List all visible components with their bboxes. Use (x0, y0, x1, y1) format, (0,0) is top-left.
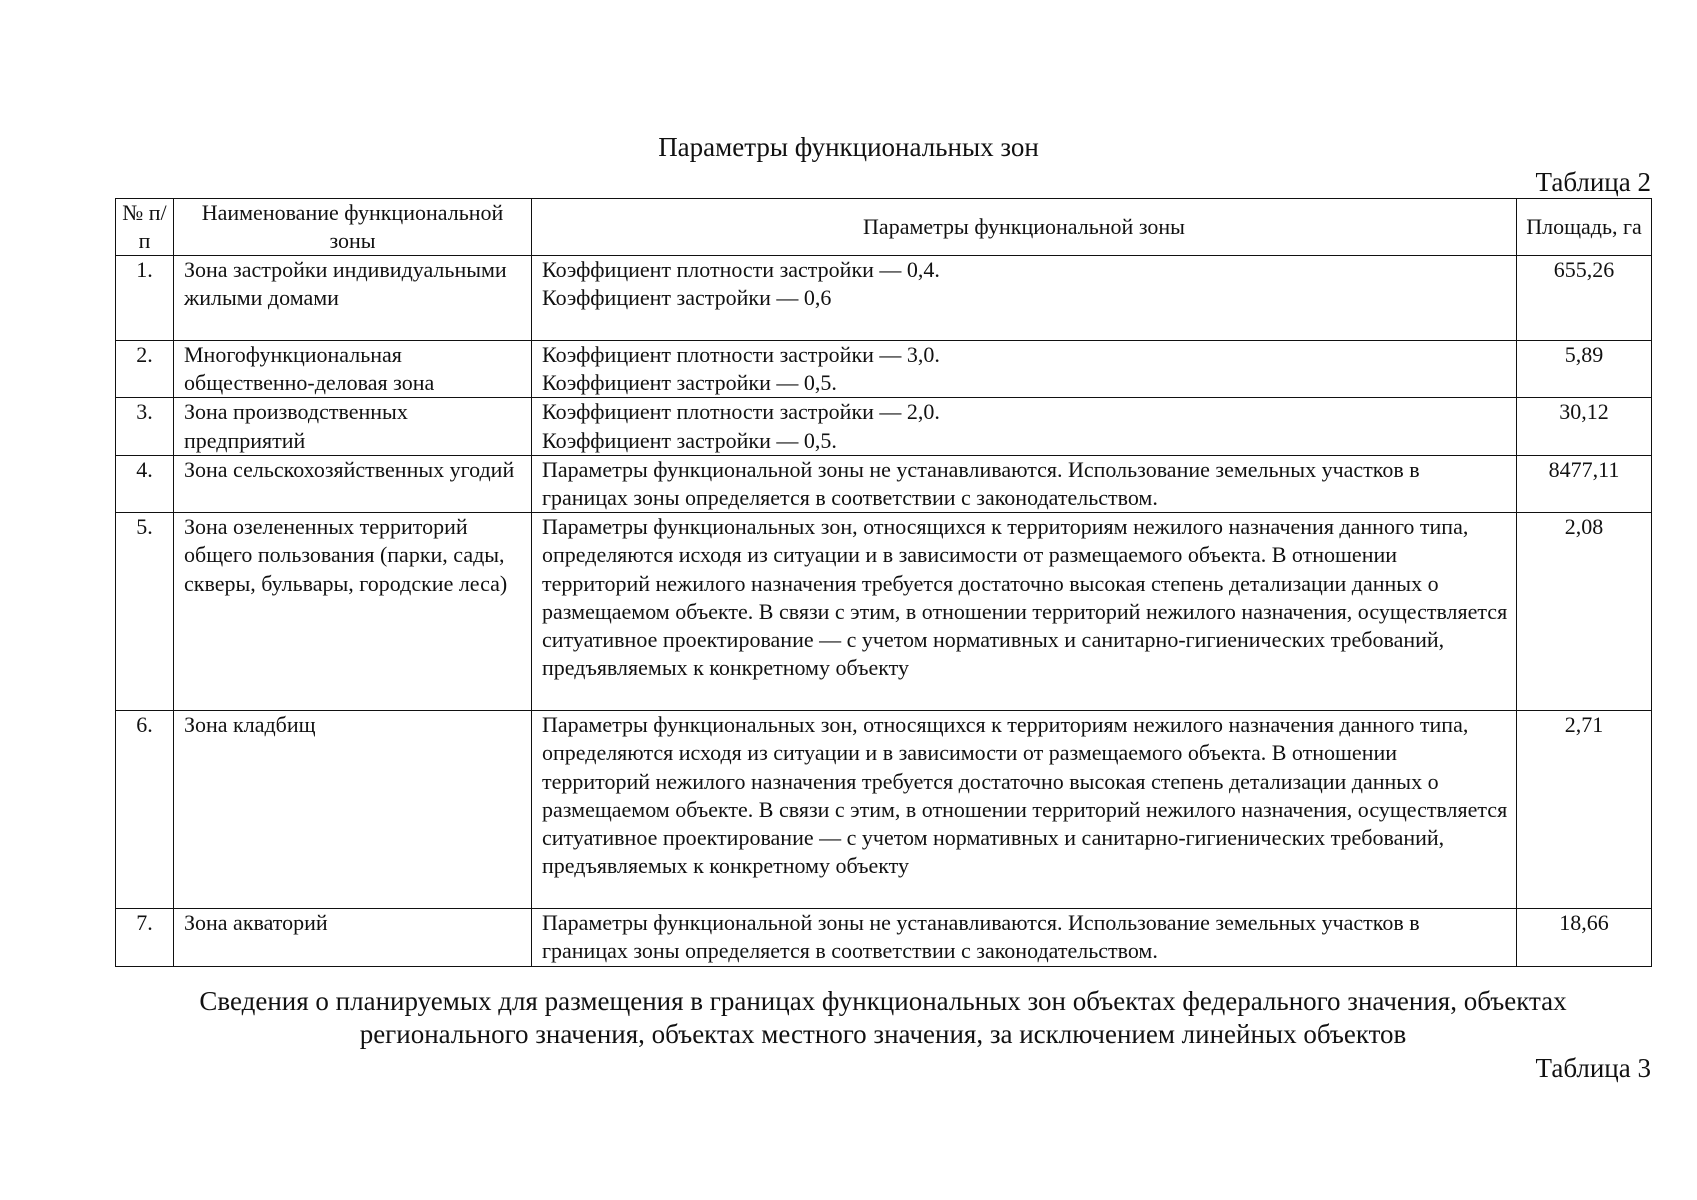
row-num: 4. (116, 455, 174, 512)
table-row (116, 711, 1652, 909)
header-num: № п/п (116, 199, 174, 256)
row-area: 30,12 (1517, 398, 1652, 455)
param-line: Параметры функциональных зон, относящихся к территориям нежилого назначения данного типа, определяются исходя из ситуации и в зависимости от размещаемого объекта. В отношении территорий нежилого назначения требуется достаточно высокая степень детализации данных о размещаемом объекте. В связи с этим, в отношении территорий нежилого назначения, осуществляется ситуативное проектирование — с учетом нормативных и санитарно-гигиенических требований, предъявляемых к конкретному объекту (542, 712, 1508, 879)
param-line: Коэффициент плотности застройки — 2,0. (542, 399, 940, 425)
page-title: Параметры функциональных зон (658, 132, 1039, 162)
row-zone-name: Зона производственных предприятий (174, 398, 532, 455)
row-zone-name: Многофункциональная общественно-деловая зона (174, 341, 532, 398)
row-num: 3. (116, 398, 174, 455)
table-row (116, 341, 1652, 398)
row-params (532, 909, 1517, 966)
table-row (116, 455, 1652, 512)
header-area: Площадь, га (1517, 199, 1652, 256)
row-params (532, 341, 1517, 398)
row-zone-name: Зона акваторий (174, 909, 532, 966)
table-row (116, 513, 1652, 711)
row-num: 7. (116, 909, 174, 966)
zones-table (115, 198, 1652, 967)
table-row (116, 398, 1652, 455)
row-area: 18,66 (1517, 909, 1652, 966)
table-3-label: Таблица 3 (1535, 1053, 1651, 1083)
row-zone-name: Зона озелененных территорий общего пользования (парки, сады, скверы, бульвары, городские леса) (174, 513, 532, 711)
row-zone-name: Зона сельскохозяйственных угодий (174, 455, 532, 512)
param-line: Коэффициент плотности застройки — 3,0. (542, 342, 940, 367)
param-line: Коэффициент застройки — 0,6 (542, 285, 832, 311)
row-num: 5. (116, 513, 174, 711)
row-area: 8477,11 (1517, 455, 1652, 512)
param-line: Коэффициент застройки — 0,5. (542, 427, 837, 453)
row-area: 2,08 (1517, 513, 1652, 711)
row-area: 2,71 (1517, 711, 1652, 909)
row-params (532, 513, 1517, 711)
row-area: 655,26 (1517, 256, 1652, 341)
row-params (532, 398, 1517, 455)
table-row (116, 909, 1652, 966)
param-line: Параметры функциональной зоны не устанавливаются. Использование земельных участков в границах зоны определяется в соответствии с законодательством. (542, 456, 1420, 511)
param-line: Параметры функциональной зоны не устанавливаются. Использование земельных участков в границах зоны определяется в соответствии с законодательством. (542, 910, 1420, 964)
table-2-label: Таблица 2 (1535, 167, 1651, 197)
param-line: Коэффициент плотности застройки — 0,4. (542, 257, 940, 282)
row-area: 5,89 (1517, 341, 1652, 398)
row-zone-name: Зона застройки индивидуальными жилыми домами (174, 256, 532, 341)
row-num: 2. (116, 341, 174, 398)
header-params: Параметры функциональной зоны (532, 199, 1517, 256)
row-num: 1. (116, 256, 174, 341)
row-zone-name: Зона кладбищ (174, 711, 532, 909)
table-header-row (116, 199, 1652, 256)
row-params (532, 711, 1517, 909)
section-heading: Сведения о планируемых для размещения в границах функциональных зон объектах федерального значения, объектах регионального значения, объектах местного значения, за исключением линейных объектов (199, 986, 1567, 1049)
param-line: Коэффициент застройки — 0,5. (542, 370, 837, 396)
table-row (116, 256, 1652, 341)
header-name: Наименование функциональной зоны (174, 199, 532, 256)
param-line: Параметры функциональных зон, относящихся к территориям нежилого назначения данного типа, определяются исходя из ситуации и в зависимости от размещаемого объекта. В отношении территорий нежилого назначения требуется достаточно высокая степень детализации данных о размещаемом объекте. В связи с этим, в отношении территорий нежилого назначения, осуществляется ситуативное проектирование — с учетом нормативных и санитарно-гигиенических требований, предъявляемых к конкретному объекту (542, 514, 1508, 681)
row-params (532, 455, 1517, 512)
row-params (532, 256, 1517, 341)
row-num: 6. (116, 711, 174, 909)
